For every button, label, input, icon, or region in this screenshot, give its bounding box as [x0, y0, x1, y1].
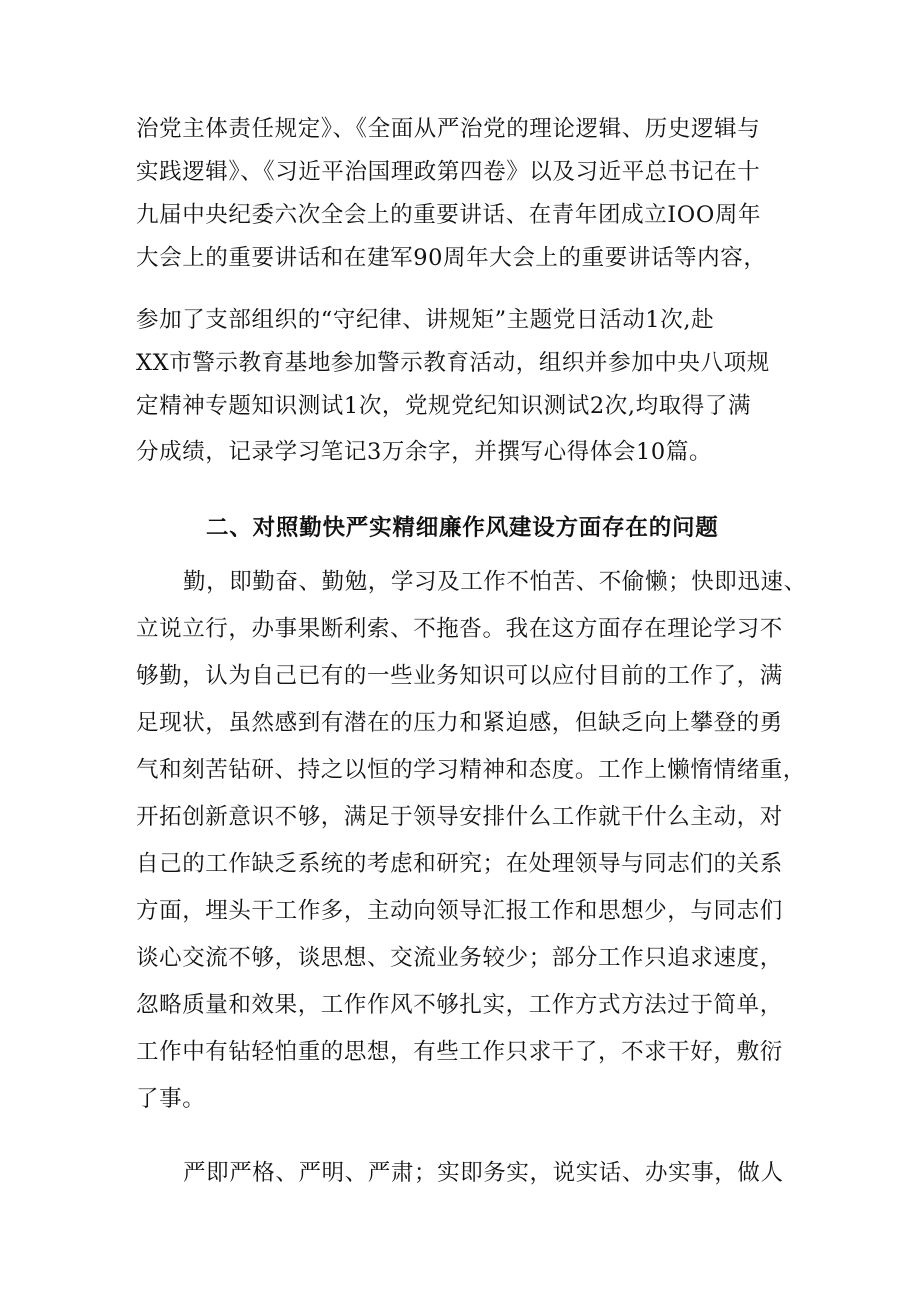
paragraph-2-line-5: 气和刻苦钻研、持之以恒的学习精神和态度。工作上懒惰情绪重， — [136, 757, 806, 783]
paragraph-1-line-2: 实践逻辑》、《习近平治国理政第四卷》以及习近平总书记在十 — [136, 159, 761, 185]
paragraph-1-line-8: 分成绩，记录学习笔记3万余字，并撰写心得体会10篇。 — [136, 439, 713, 465]
paragraph-1-line-7: 定精神专题知识测试1次，党规党纪知识测试2次,均取得了满 — [136, 393, 752, 419]
paragraph-2-line-10: 忽略质量和效果，工作作风不够扎实，工作方式方法过于简单， — [136, 992, 783, 1018]
paragraph-1-line-6: XX市警示教育基地参加警示教育活动，组织并参加中央八项规 — [136, 350, 770, 376]
paragraph-1-line-3: 九届中央纪委六次全会上的重要讲话、在青年团成立IOO周年 — [136, 202, 762, 228]
paragraph-2-line-4: 足现状，虽然感到有潜在的压力和紧迫感，但缺乏向上攀登的勇 — [136, 710, 783, 736]
paragraph-2-line-8: 方面，埋头干工作多，主动向领导汇报工作和思想少，与同志们 — [136, 898, 783, 924]
paragraph-2-line-6: 开拓创新意识不够，满足于领导安排什么工作就干什么主动，对 — [136, 804, 783, 830]
paragraph-2-line-7: 自己的工作缺乏系统的考虑和研究；在处理领导与同志们的关系 — [136, 851, 783, 877]
paragraph-1-line-1: 治党主体责任规定》、《全面从严治党的理论逻辑、历史逻辑与 — [136, 116, 761, 142]
section-heading: 二、对照勤快严实精细廉作风建设方面存在的问题 — [206, 515, 719, 541]
paragraph-2-line-2: 立说立行，办事果断利索、不拖沓。我在这方面存在理论学习不 — [136, 616, 783, 642]
paragraph-2-line-9: 谈心交流不够，谈思想、交流业务较少；部分工作只追求速度， — [136, 945, 783, 971]
paragraph-1-line-5: 参加了支部组织的“守纪律、讲规矩”主题党日活动1次,赴 — [136, 307, 715, 333]
paragraph-2-line-3: 够勤，认为自己已有的一些业务知识可以应付目前的工作了，满 — [136, 663, 783, 689]
paragraph-2-line-1: 勤，即勤奋、勤勉，学习及工作不怕苦、不偷懒；快即迅速、 — [183, 569, 807, 595]
paragraph-3-line-1: 严即严格、严明、严肃；实即务实，说实话、办实事，做人 — [183, 1160, 784, 1186]
paragraph-2-line-12: 了事。 — [136, 1086, 206, 1112]
paragraph-1-line-4: 大会上的重要讲话和在建军90周年大会上的重要讲话等内容， — [136, 245, 767, 271]
paragraph-2-line-11: 工作中有钻轻怕重的思想，有些工作只求干了，不求干好，敷衍 — [136, 1039, 783, 1065]
